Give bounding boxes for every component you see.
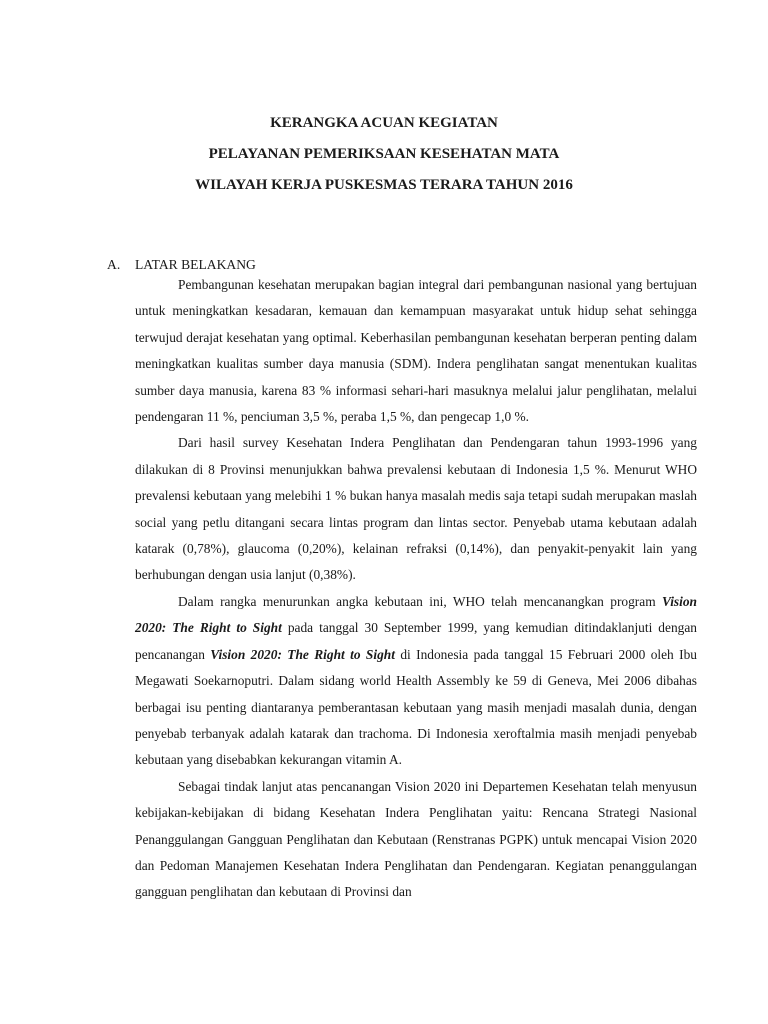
section-letter: A. bbox=[107, 257, 121, 272]
document-title bbox=[0, 108, 768, 201]
title-line-2: PELAYANAN PEMERIKSAAN KESEHATAN MATA bbox=[208, 146, 560, 162]
paragraph-3-text-a: Dalam rangka menurunkan angka kebutaan ini, WHO telah mencanangkan program bbox=[178, 593, 662, 609]
paragraph-3 bbox=[135, 589, 697, 774]
right-to-sight-term: : The Right to Sight bbox=[161, 620, 282, 636]
section-body bbox=[135, 273, 697, 906]
right-to-sight-term-2: : The Right to Sight bbox=[277, 646, 395, 662]
paragraph-1: Pembangunan kesehatan merupakan bagian integral dari pembangunan nasional yang bertujuan untuk meningkatkan kesadaran, kemauan dan kemampuan masyarakat untuk hidup sehat sehingga terwujud derajat kesehatan yang optimal. Keberhasilan pembangunan kesehatan berperan penting dalam meningkatkan kualitas sumber daya manusia (SDM). Indera penglihatan sangat menentukan kualitas sumber daya manusia, karena 83 % informasi sehari-hari masuknya melalui jalur penglihatan, melalui pendengaran 11 %, penciuman 3,5 %, peraba 1,5 %, dan pengecap 1,0 %. bbox=[135, 277, 697, 425]
title-line-1: KERANGKA ACUAN KEGIATAN bbox=[270, 115, 498, 131]
title-line-3: WILAYAH KERJA PUSKESMAS TERARA TAHUN 2016 bbox=[195, 177, 573, 193]
paragraph-4: Sebagai tindak lanjut atas pencanangan Vision 2020 ini Departemen Kesehatan telah menyusun kebijakan-kebijakan di bidang Kesehatan Indera Penglihatan yaitu: Rencana Strategi Nasional Penanggulangan Gangguan Penglihatan dan Kebutaan (Renstranas PGPK) untuk mencapai Vision 2020 dan Pedoman Manajemen Kesehatan Indera Penglihatan dan Pendengaran. Kegiatan penanggulangan gangguan penglihatan dan kebutaan di Provinsi dan bbox=[135, 778, 697, 900]
vision-2020-term-2: Vision 2020 bbox=[210, 646, 278, 662]
vision-2020-term: Vision 2020 bbox=[135, 593, 697, 636]
section-title: LATAR BELAKANG bbox=[135, 257, 256, 272]
paragraph-3-text-c: pada tanggal 30 September 1999, yang kemudian ditindaklanjuti dengan pencanangan bbox=[135, 620, 697, 662]
paragraph-2: Dari hasil survey Kesehatan Indera Penglihatan dan Pendengaran tahun 1993-1996 yang dilakukan di 8 Provinsi menunjukkan bahwa prevalensi kebutaan di Indonesia 1,5 %. Menurut WHO prevalensi kebutaan yang melebihi 1 % bukan hanya masalah medis saja tetapi sudah merupakan maslah social yang petlu ditangani secara lintas program dan lintas sector. Penyebab utama kebutaan adalah katarak (0,78%), glaucoma (0,20%), kelainan refraksi (0,14%), dan penyakit-penyakit lain yang berhubungan dengan usia lanjut (0,38%). bbox=[135, 435, 697, 583]
paragraph-3-text-e: di Indonesia pada tanggal 15 Februari 2000 oleh Ibu Megawati Soekarnoputri. Dalam sidang world Health Assembly ke 59 di Geneva, Mei 2006 dibahas berbagai isu penting diantaranya pemberantasan kebutaan yang masih menjadi masalah dunia, dengan penyebab terbanyak adalah katarak dan trachoma. Di Indonesia xeroftalmia masih menjadi penyebab kebutaan yang disebabkan kekurangan vitamin A. bbox=[135, 646, 697, 768]
